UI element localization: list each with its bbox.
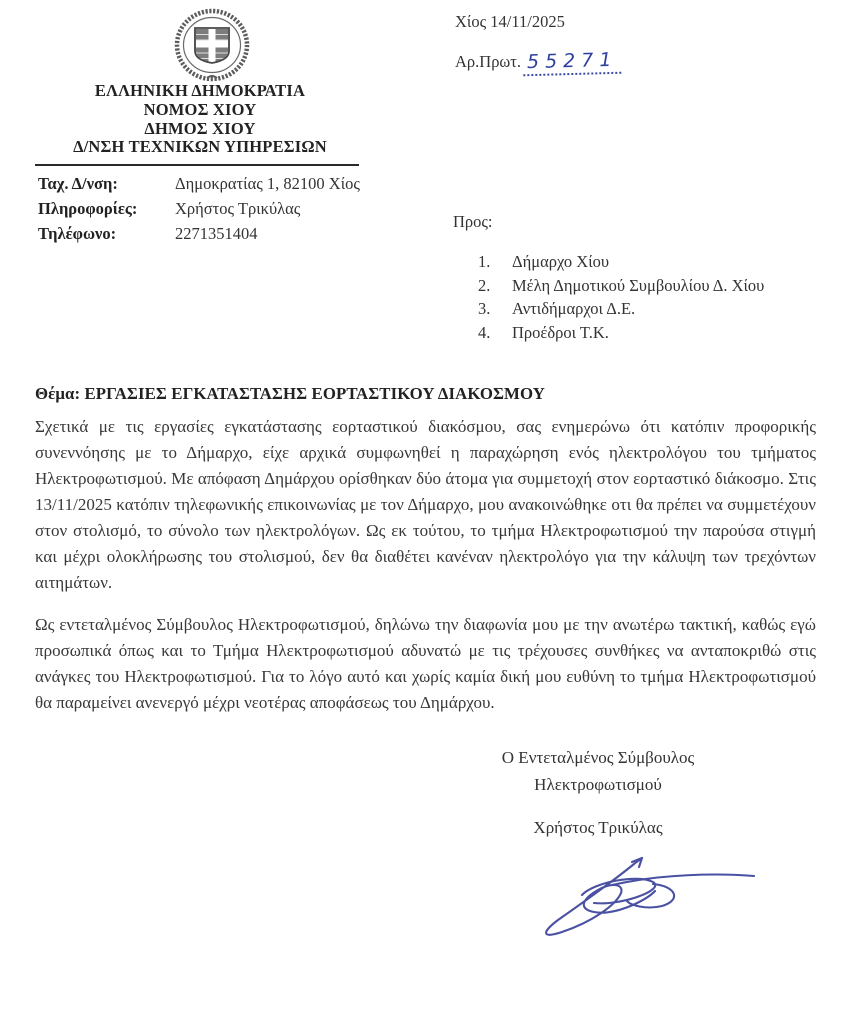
contact-value: 2271351404 — [175, 224, 258, 243]
recipient-item — [478, 274, 764, 298]
recipient-number: 1. — [478, 252, 491, 271]
letterhead-org-block — [25, 82, 375, 157]
closing-title — [428, 744, 768, 798]
recipient-text: Δήμαρχο Χίου — [512, 252, 610, 271]
subject-label: Θέμα: — [35, 384, 81, 403]
protocol-label: Αρ.Πρωτ. — [455, 52, 522, 71]
recipient-text: Μέλη Δημοτικού Συμβουλίου Δ. Χίου — [512, 275, 765, 295]
body-paragraph-1: Σχετικά με τις εργασίες εγκατάστασης εορταστικού διακόσμου, σας ενημερώνω ότι κατόπιν προφορικής συνεννόησης με το Δήμαρχο, είχε αρχικά συμφωνηθεί η παραχώρηση ενός ηλεκτρολόγου του τμήματος Ηλεκτροφωτισμού. Με απόφαση Δημάρχου ορίσθηκαν δύο άτομα για συμμετοχή στον εορταστικό διάκοσμο. Στις 13/11/2025 κατόπιν τηλεφωνικής επικοινωνίας με τον Δήμαρχο, μου ανακοινώθηκε οτι θα πρέπει να συμμετέχουν στον στολισμό, το σύνολο των ηλεκτρολόγων. Ως εκ τούτου, το τμήμα Ηλεκτροφωτισμού την παρούσα στιγμή και μέχρι ολοκλήρωσης του στολισμού, δεν θα διαθέτει κανέναν ηλεκτρολόγο για την κάλυψη των τρεχόντων αιτημάτων. — [35, 417, 816, 592]
body-paragraph-2: Ως εντεταλμένος Σύμβουλος Ηλεκτροφωτισμού, δηλώνω την διαφωνία μου με την ανωτέρω τακτική, καθώς εγώ προσωπικά όπως και το Τμήμα Ηλεκτροφωτισμού αδυνατώ με τις τρέχουσες συνθήκες να ανταποκριθώ στις ανάγκες του Ηλεκτροφωτισμού. Για το λόγο αυτό και χωρίς καμία δική μου ευθύνη το τμήμα Ηλεκτροφωτισμού θα παραμείνει ανενεργό μέχρι νεοτέρας αποφάσεως του Δημάρχου. — [35, 615, 816, 712]
contact-row-phone — [38, 221, 438, 246]
letter-body — [35, 384, 816, 716]
org-line-republic: ΕΛΛΗΝΙΚΗ ΔΗΜΟΚΡΑΤΙΑ — [94, 81, 306, 100]
contact-row-information — [38, 196, 438, 221]
contact-info — [38, 171, 438, 246]
org-line-municipality: ΔΗΜΟΣ ΧΙΟΥ — [144, 118, 256, 138]
recipients-label: Προς: — [453, 212, 493, 231]
contact-value: Δημοκρατίας 1, 82100 Χίος — [175, 174, 360, 193]
contact-label: Τηλέφωνο: — [38, 224, 117, 243]
closing-title-line2: Ηλεκτροφωτισμού — [534, 775, 662, 794]
recipient-number: 4. — [478, 322, 491, 342]
closing-title-line1: Ο Εντεταλμένος Σύμβουλος — [501, 748, 695, 767]
subject-line — [35, 384, 816, 404]
greek-coat-of-arms-icon — [160, 8, 265, 82]
org-line-prefecture: ΝΟΜΟΣ ΧΙΟΥ — [143, 99, 257, 119]
recipient-number: 3. — [478, 299, 491, 318]
signer-name: Χρήστος Τρικύλας — [533, 818, 663, 837]
contact-row-address — [38, 171, 438, 196]
letterhead-divider — [35, 164, 359, 166]
contact-value: Χρήστος Τρικύλας — [175, 199, 301, 218]
recipient-item — [478, 321, 764, 345]
protocol-field — [455, 50, 622, 75]
org-line-directorate: Δ/ΝΣΗ ΤΕΧΝΙΚΩΝ ΥΠΗΡΕΣΙΩΝ — [73, 137, 327, 157]
handwritten-signature — [520, 846, 760, 938]
recipients-list — [478, 250, 764, 344]
contact-label: Πληροφορίες: — [38, 199, 138, 218]
recipient-text: Προέδροι Τ.Κ. — [512, 322, 609, 342]
recipient-text: Αντιδήμαρχοι Δ.Ε. — [512, 299, 636, 318]
recipient-item — [478, 250, 764, 274]
contact-label: Ταχ. Δ/νση: — [38, 174, 118, 193]
place-date: Χίος 14/11/2025 — [455, 12, 565, 31]
subject-text: ΕΡΓΑΣΙΕΣ ΕΓΚΑΤΑΣΤΑΣΗΣ ΕΟΡΤΑΣΤΙΚΟΥ ΔΙΑΚΟΣΜΟΥ — [84, 384, 545, 403]
recipient-item — [478, 297, 764, 321]
protocol-number-handwritten: 55271 — [523, 49, 622, 77]
recipient-number: 2. — [478, 275, 491, 295]
